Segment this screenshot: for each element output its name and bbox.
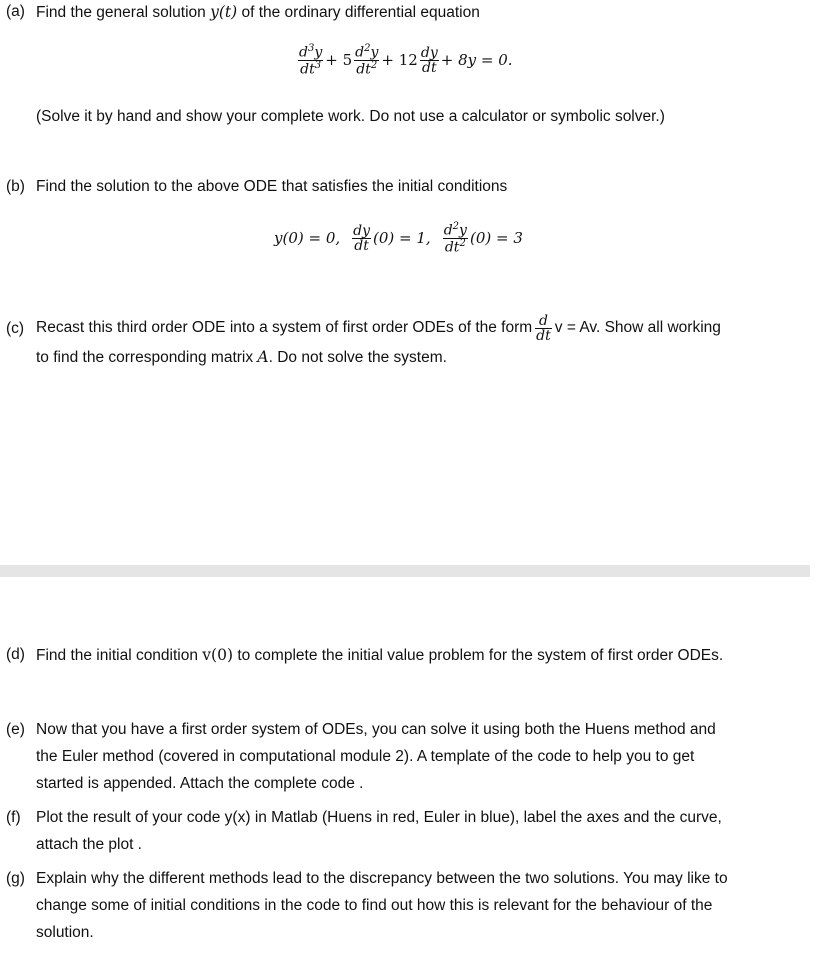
part-a-note: (Solve it by hand and show your complete work. Do not use a calculator or symbolic solver.): [36, 108, 665, 125]
part-c-form-tail: v = Av. Show all working: [554, 319, 721, 336]
part-g-line2: change some of initial conditions in the code to find out how this is relevant for the behaviour of the: [36, 897, 713, 914]
part-c-line2: to find the corresponding matrix A. Do not solve the system.: [36, 348, 447, 366]
part-d-label: (d): [6, 646, 25, 663]
part-b-label: (b): [6, 178, 25, 195]
part-a-text: [36, 3, 480, 22]
ic-dy-dt: $\frac{dy}{dt}$: [353, 222, 371, 254]
part-c-line1-text: Recast this third order ODE into a system of first order ODEs of the form: [36, 319, 533, 336]
part-f-line1: Plot the result of your code y(x) in Matlab (Huens in red, Euler in blue), label the axes and the curve,: [36, 809, 722, 826]
dy-dt: $\frac{dy}{dt}$: [420, 44, 438, 76]
part-g-line3: solution.: [36, 924, 94, 941]
d3y-dt3: $\frac{d^3y}{dt^3}$: [299, 43, 323, 78]
plus-5: + 5: [325, 51, 353, 70]
part-d-text: Find the initial condition v(0) to complete the initial value problem for the system of first order ODEs.: [36, 646, 724, 664]
ic-y0: y(0) = 0,: [274, 229, 341, 248]
ic-d2y0: (0) = 3: [469, 229, 523, 248]
d2y-dt2: $\frac{d^2y}{dt^2}$: [355, 43, 379, 78]
page-divider: [0, 565, 810, 577]
plus-12: + 12: [381, 51, 418, 70]
ic-d2y-dt2: $\frac{d^2y}{dt^2}$: [443, 221, 467, 256]
part-e-line3: started is appended. Attach the complete code .: [36, 775, 364, 792]
part-a-text-prefix: Find the general solution: [36, 4, 211, 21]
part-b-text: Find the solution to the above ODE that satisfies the initial conditions: [36, 178, 508, 195]
part-a-text-suffix: of the ordinary differential equation: [237, 4, 480, 21]
part-a-equation: [298, 44, 515, 76]
part-f-label: (f): [6, 809, 21, 826]
part-g-label: (g): [6, 870, 25, 887]
part-g-line1: Explain why the different methods lead to the discrepancy between the two solutions. You may like to: [36, 870, 728, 887]
part-e-label: (e): [6, 721, 25, 738]
part-b-initial-conditions: [272, 222, 525, 254]
d-dt-operator: $\frac{d}{dt}$: [536, 312, 551, 344]
part-a-label: (a): [6, 3, 25, 20]
plus-8y: + 8y = 0.: [440, 51, 513, 70]
ic-dy0: (0) = 1,: [373, 229, 431, 248]
part-c-line1: [36, 308, 721, 348]
part-f-line2: attach the plot .: [36, 836, 142, 853]
part-c-label: (c): [6, 320, 25, 337]
part-e-line2: the Euler method (covered in computational module 2). A template of the code to help you to get: [36, 748, 695, 765]
part-a-func: y(t): [210, 3, 238, 21]
part-e-line1: Now that you have a first order system of ODEs, you can solve it using both the Huens method and: [36, 721, 716, 738]
